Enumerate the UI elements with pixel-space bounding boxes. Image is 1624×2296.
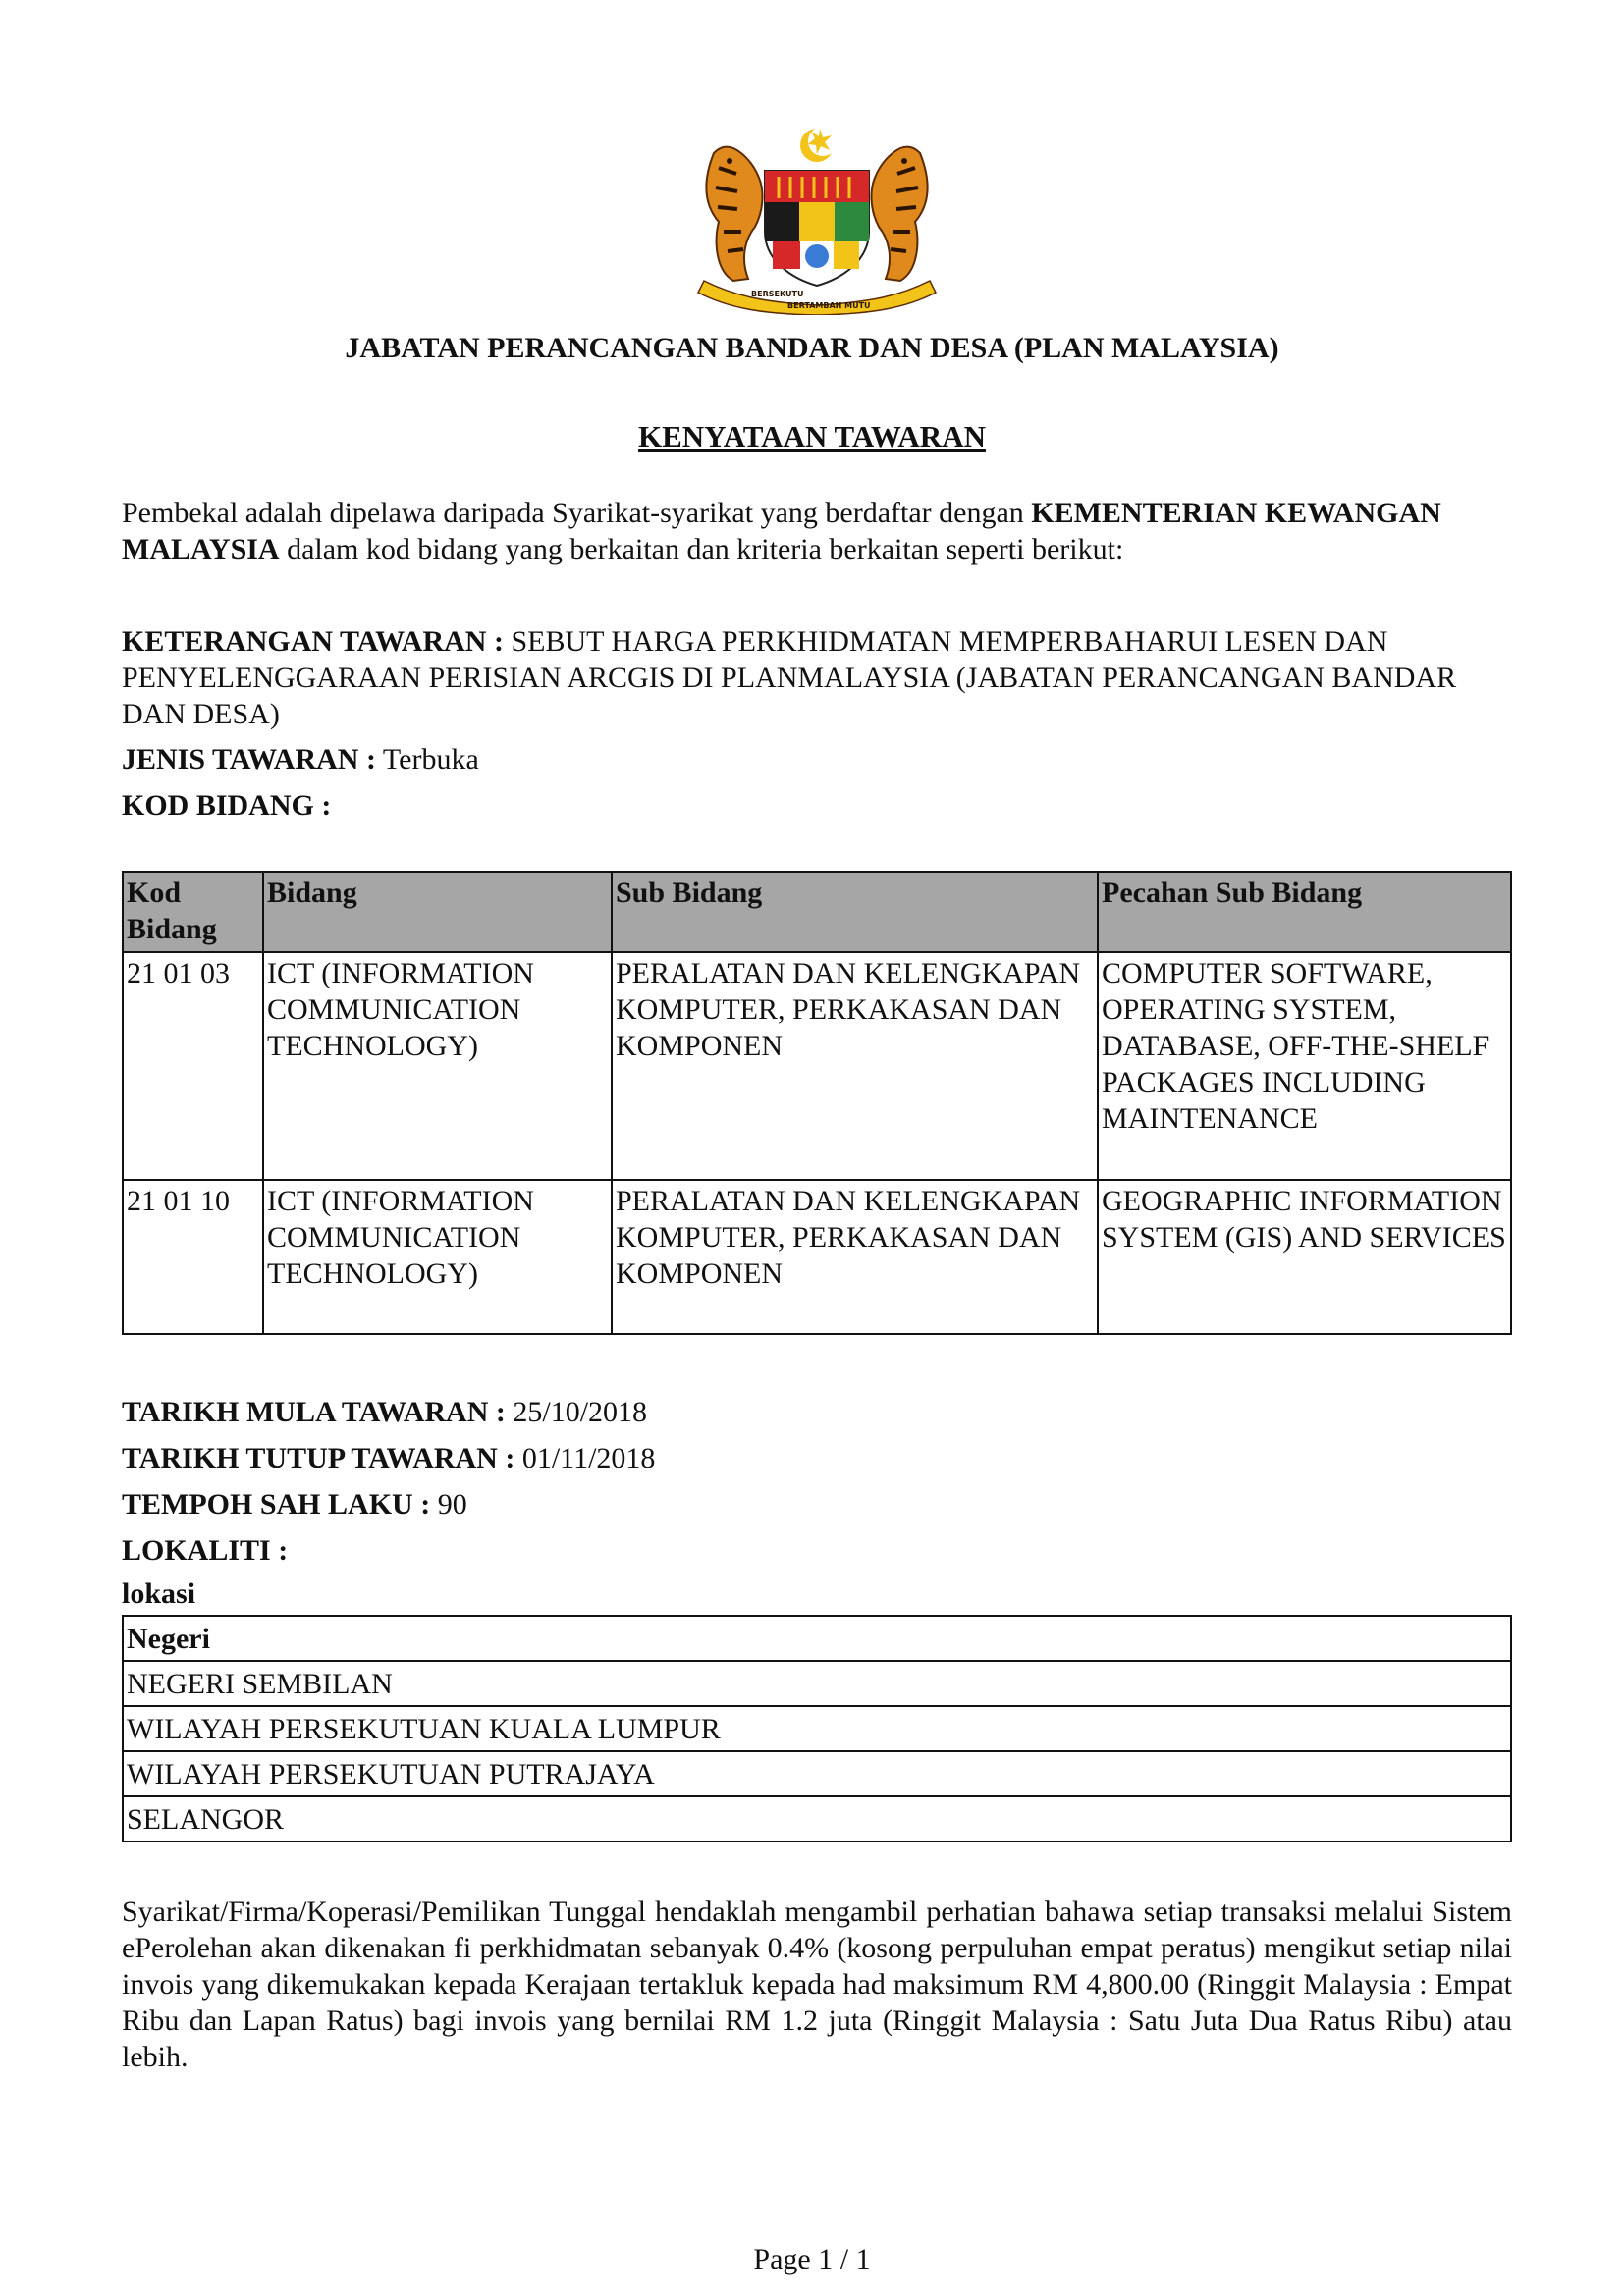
keterangan-label: KETERANGAN TAWARAN : [122, 625, 504, 658]
cell-sub-bidang: PERALATAN DAN KELENGKAPAN KOMPUTER, PERKAKASAN DAN KOMPONEN [612, 1180, 1098, 1334]
lokaliti-label: LOKALITI : [122, 1534, 289, 1567]
validity-period [122, 1486, 467, 1522]
table-row [123, 952, 1511, 1180]
header-pecahan-sub-bidang: Pecahan Sub Bidang [1098, 872, 1511, 952]
cell-bidang: ICT (INFORMATION COMMUNICATION TECHNOLOGY) [263, 952, 612, 1180]
right-tiger-icon [872, 147, 928, 281]
table-row [123, 1661, 1511, 1706]
shield-icon [765, 171, 869, 286]
cell-kod: 21 01 10 [123, 1180, 263, 1334]
state-cell: SELANGOR [123, 1796, 1511, 1842]
motto-top-text: BERSEKUTU [751, 290, 804, 298]
left-tiger-icon [706, 147, 762, 281]
state-cell: NEGERI SEMBILAN [123, 1661, 1511, 1706]
table-row [123, 1751, 1511, 1796]
motto-bottom-text: BERTAMBAH MUTU [787, 301, 871, 310]
state-cell: WILAYAH PERSEKUTUAN KUALA LUMPUR [123, 1706, 1511, 1751]
kod-bidang-label: KOD BIDANG : [122, 789, 332, 822]
table-header-row [123, 1616, 1511, 1661]
table-row [123, 1180, 1511, 1334]
state-cell: WILAYAH PERSEKUTUAN PUTRAJAYA [123, 1751, 1511, 1796]
table-header-row [123, 872, 1511, 952]
start-date [122, 1394, 647, 1430]
close-date-label: TARIKH TUTUP TAWARAN : [122, 1442, 515, 1474]
validity-value: 90 [430, 1488, 467, 1521]
ministry-name: KEMENTERIAN KEWANGAN MALAYSIA [122, 497, 1441, 565]
close-date-value: 01/11/2018 [514, 1442, 656, 1474]
header-negeri: Negeri [123, 1616, 1511, 1661]
lokasi-caption: lokasi [122, 1577, 196, 1610]
close-date [122, 1440, 655, 1476]
offer-type [122, 741, 479, 777]
table-row [123, 1796, 1511, 1842]
table-row [123, 1706, 1511, 1751]
header-sub-bidang: Sub Bidang [612, 872, 1098, 952]
cell-pecahan: GEOGRAPHIC INFORMATION SYSTEM (GIS) AND SERVICES [1098, 1180, 1511, 1334]
document-title: KENYATAAN TAWARAN [638, 419, 986, 454]
start-date-label: TARIKH MULA TAWARAN : [122, 1396, 506, 1428]
eperolehan-fee-notice: Syarikat/Firma/Koperasi/Pemilikan Tunggal hendaklah mengambil perhatian bahawa setiap transaksi melalui Sistem ePerolehan akan dikenakan fi perkhidmatan sebanyak 0.4% (kosong perpuluhan empat peratus) mengikut setiap nilai invois yang dikemukakan kepada Kerajaan tertakluk kepada had maksimum RM 4,800.00 (Ringgit Malaysia : Empat Ribu dan Lapan Ratus) bagi invois yang bernilai RM 1.2 juta (Ringgit Malaysia : Satu Juta Dua Ratus Ribu) atau lebih. [122, 1896, 1512, 2073]
agency-title: JABATAN PERANCANGAN BANDAR DAN DESA (PLAN MALAYSIA) [345, 332, 1279, 364]
offer-description [122, 623, 1516, 732]
lokasi-table [122, 1615, 1512, 1842]
cell-bidang: ICT (INFORMATION COMMUNICATION TECHNOLOGY) [263, 1180, 612, 1334]
validity-label: TEMPOH SAH LAKU : [122, 1488, 431, 1521]
intro-text-1: Pembekal adalah dipelawa daripada Syarikat-syarikat yang berdaftar dengan [122, 497, 1032, 529]
cell-sub-bidang: PERALATAN DAN KELENGKAPAN KOMPUTER, PERKAKASAN DAN KOMPONEN [612, 952, 1098, 1180]
coat-of-arms-emblem [694, 124, 940, 315]
cell-pecahan: COMPUTER SOFTWARE, OPERATING SYSTEM, DATABASE, OFF-THE-SHELF PACKAGES INCLUDING MAINTENANCE [1098, 952, 1511, 1180]
jenis-value: Terbuka [375, 743, 479, 775]
keterangan-value: SEBUT HARGA PERKHIDMATAN MEMPERBAHARUI LESEN DAN PENYELENGGARAAN PERISIAN ARCGIS DI PLANMALAYSIA (JABATAN PERANCANGAN BANDAR DAN DESA) [122, 625, 1457, 730]
kod-bidang-table [122, 871, 1512, 1335]
cell-kod: 21 01 03 [123, 952, 263, 1180]
header-bidang: Bidang [263, 872, 612, 952]
crescent-star-icon [800, 127, 838, 162]
jenis-label: JENIS TAWARAN : [122, 743, 376, 775]
start-date-value: 25/10/2018 [505, 1396, 648, 1428]
intro-paragraph [122, 495, 1512, 567]
intro-text-2: dalam kod bidang yang berkaitan dan kriteria berkaitan seperti berikut: [279, 533, 1124, 565]
header-kod-bidang: Kod Bidang [123, 872, 263, 952]
page-number: Page 1 / 1 [753, 2243, 871, 2275]
